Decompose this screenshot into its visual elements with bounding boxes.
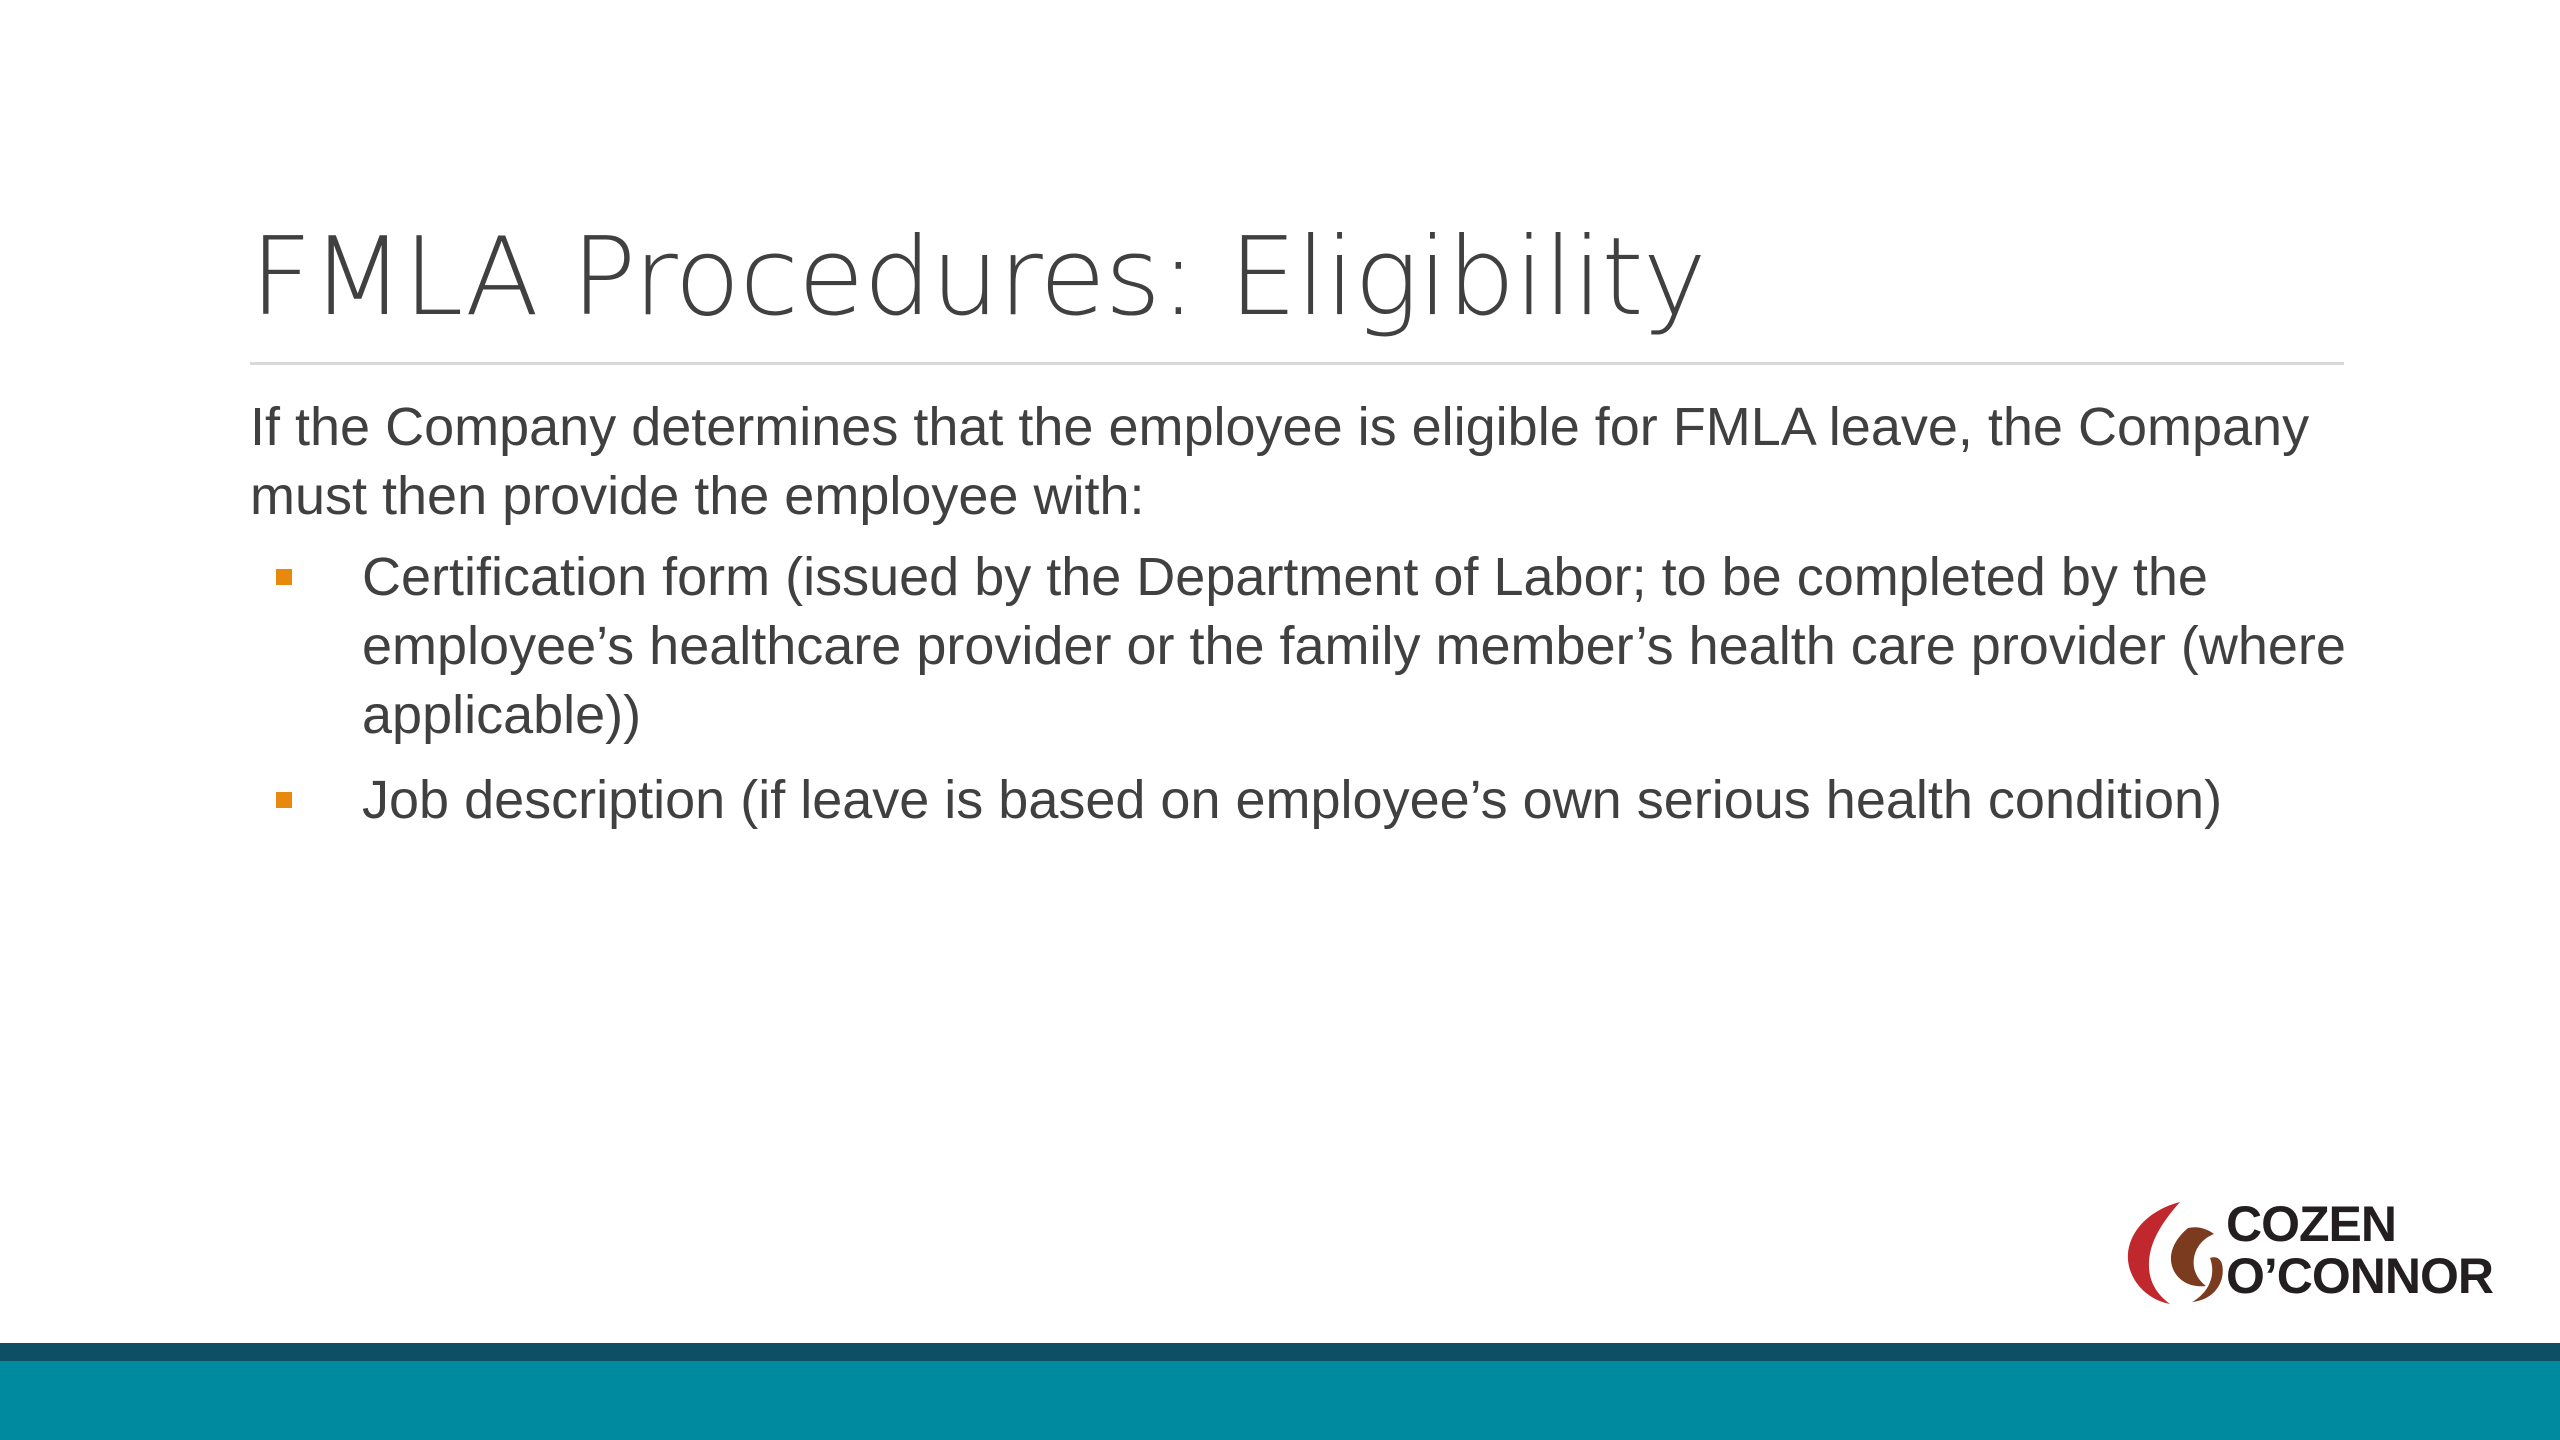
logo-line-2: O’CONNOR — [2226, 1248, 2493, 1304]
footer-band-dark — [0, 1343, 2560, 1361]
square-bullet-icon — [276, 792, 292, 808]
bullet-text: Certification form (issued by the Department of Labor; to be completed by the employee’s healthcare provider or the family member’s health care provider (where applicable)) — [362, 547, 2346, 745]
bullet-item-certification-form — [250, 543, 2362, 750]
intro-paragraph: If the Company determines that the employee is eligible for FMLA leave, the Company must then provide the employee with: — [250, 397, 2310, 526]
slide-title: FMLA Procedures: Eligibility — [250, 215, 1706, 340]
square-bullet-icon — [276, 569, 292, 585]
footer-band-teal — [0, 1361, 2560, 1440]
logo-swirl-icon — [2118, 1200, 2228, 1306]
title-divider — [250, 362, 2344, 365]
bullet-item-job-description — [250, 766, 2362, 835]
bullet-list — [250, 543, 2350, 835]
slide-body — [250, 393, 2350, 851]
bullet-text: Job description (if leave is based on employee’s own serious health condition) — [362, 770, 2223, 830]
company-logo — [2118, 1196, 2528, 1306]
logo-line-1: COZEN — [2226, 1196, 2396, 1252]
logo-wordmark — [2226, 1198, 2493, 1302]
